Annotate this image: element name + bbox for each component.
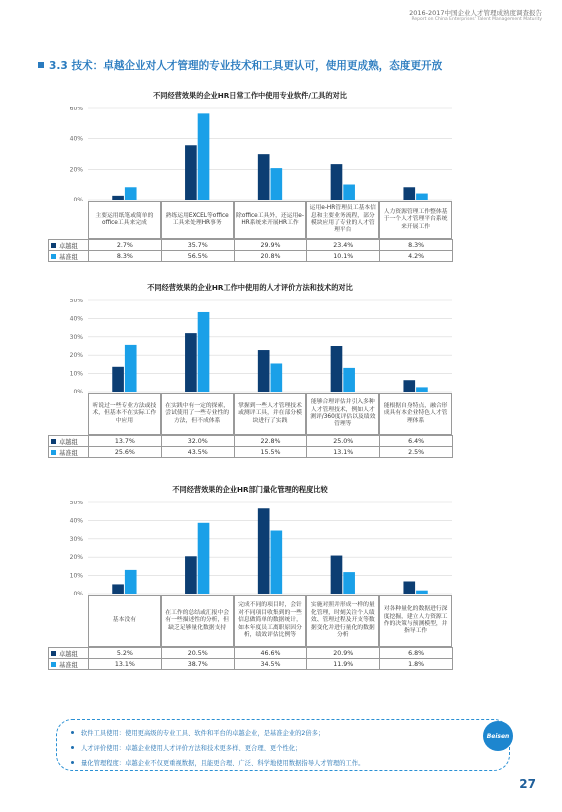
chart-title: 不同经营效果的企业HR日常工作中使用专业软件/工具的对比 [153, 91, 347, 100]
value-cell: 22.8% [234, 436, 307, 447]
chart-title: 不同经营效果的企业HR部门量化管理的程度比较 [172, 485, 328, 494]
bar-baseline [198, 312, 210, 392]
y-tick-label: 40% [69, 517, 83, 525]
legend-swatch [51, 243, 56, 248]
summary-item: 量化管理程度：卓越企业不仅更重视数据，且能更合理、广泛、科学地使用数据指导人才管理的工作。 [71, 756, 497, 771]
category-label: 熟练运用EXCEL等office工具来处理HR事务 [161, 201, 234, 239]
table-row [49, 648, 453, 659]
bar-excellent [185, 145, 197, 200]
legend-cell [49, 240, 89, 251]
legend-cell [49, 659, 89, 670]
value-cell: 4.2% [380, 251, 453, 262]
bar-excellent [258, 350, 270, 392]
table-row [49, 659, 453, 670]
y-tick-label: 20% [69, 166, 83, 174]
value-cell: 6.4% [380, 436, 453, 447]
bar-excellent [112, 367, 124, 392]
category-label: 主要运用纸笔或简单的office工具来完成 [88, 201, 161, 239]
bar-baseline [271, 531, 283, 594]
bar-excellent [403, 380, 415, 392]
bullet-icon [71, 746, 74, 749]
legend-swatch [51, 439, 56, 444]
legend-label: 卓越组 [59, 438, 78, 446]
value-cell: 1.8% [380, 659, 453, 670]
bar-excellent [258, 154, 270, 200]
value-cell: 13.1% [89, 659, 162, 670]
value-cell: 20.8% [234, 251, 307, 262]
bar-excellent [403, 581, 415, 594]
table-row [49, 436, 453, 447]
table-row [49, 447, 453, 458]
y-tick-label: 0% [73, 197, 83, 201]
legend-swatch [51, 651, 56, 656]
value-cell: 8.3% [380, 240, 453, 251]
y-tick-label: 40% [69, 135, 83, 143]
value-cell: 5.2% [89, 648, 162, 659]
page-number: 27 [519, 777, 536, 791]
bar-excellent [258, 508, 270, 594]
y-tick-label: 60% [69, 107, 83, 112]
value-cell: 20.9% [307, 648, 380, 659]
bar-excellent [112, 584, 124, 594]
legend-swatch [51, 662, 56, 667]
bar-excellent [331, 556, 343, 594]
legend-swatch [51, 254, 56, 259]
value-cell: 2.7% [89, 240, 162, 251]
y-tick-label: 0% [73, 591, 83, 595]
data-table [48, 647, 453, 670]
chart-plot [48, 299, 452, 393]
chart-software-tools [48, 91, 452, 262]
bar-baseline [125, 570, 137, 594]
y-tick-label: 30% [69, 535, 83, 543]
legend-label: 基准组 [59, 253, 78, 261]
report-header [409, 9, 542, 23]
bar-excellent [185, 556, 197, 594]
legend-cell [49, 447, 89, 458]
legend-label: 基准组 [59, 449, 78, 457]
value-cell: 34.5% [234, 659, 307, 670]
value-cell: 10.1% [307, 251, 380, 262]
chart-plot [48, 107, 452, 201]
value-cell: 35.7% [161, 240, 234, 251]
category-label: 在实践中有一定的探索，尝试使用了一些专业性的方法，但不成体系 [161, 393, 234, 435]
legend-label: 卓越组 [59, 242, 78, 250]
bar-baseline [125, 187, 137, 200]
category-label: 人力资源管理工作整体基于一个人才管理平台系统来开展工作 [379, 201, 452, 239]
bar-baseline [271, 363, 283, 392]
chart-plot [48, 501, 452, 595]
y-tick-label: 50% [69, 299, 83, 304]
summary-item: 软件工具使用：使用更高级的专业工具、软件和平台的卓越企业，是基准企业的2倍多； [71, 726, 497, 741]
value-cell: 8.3% [89, 251, 162, 262]
category-label: 运用e-HR管理员工基本信息和主要业务流程，部分模块应用了专业的人才管理平台 [306, 201, 379, 239]
legend-cell [49, 436, 89, 447]
summary-item: 人才评价使用：卓越企业使用人才评价方法和技术更多样、更合理、更个性化； [71, 741, 497, 756]
legend-label: 基准组 [59, 661, 78, 669]
value-cell: 20.5% [161, 648, 234, 659]
bar-baseline [271, 168, 283, 200]
y-tick-label: 20% [69, 554, 83, 562]
bar-excellent [331, 164, 343, 200]
value-cell: 13.7% [89, 436, 162, 447]
table-row [49, 251, 453, 262]
category-label: 在工作的总结或汇报中会有一些描述性的分析，但缺乏足够量化数据支持 [161, 595, 234, 647]
value-cell: 23.4% [307, 240, 380, 251]
beisen-logo: Beisen [483, 721, 513, 751]
bar-baseline [416, 591, 428, 594]
section-title-text: 3.3 技术：卓越企业对人才管理的专业技术和工具更认可，使用更成熟，态度更开放 [49, 60, 443, 72]
value-cell: 2.5% [380, 447, 453, 458]
bar-excellent [403, 187, 415, 200]
bar-baseline [125, 345, 137, 392]
bar-excellent [331, 346, 343, 392]
value-cell: 56.5% [161, 251, 234, 262]
y-tick-label: 50% [69, 501, 83, 506]
report-title: 2016-2017中国企业人才管理成熟度调查报告 [409, 9, 542, 17]
chart-quantitative-management [48, 485, 452, 670]
y-tick-label: 30% [69, 333, 83, 341]
value-cell: 38.7% [161, 659, 234, 670]
value-cell: 46.6% [234, 648, 307, 659]
y-tick-label: 10% [69, 572, 83, 580]
legend-cell [49, 648, 89, 659]
value-cell: 43.5% [161, 447, 234, 458]
category-label: 对各种量化的数据进行深度挖掘，建立人力资源工作的决策与预测模型，并指导工作 [379, 595, 452, 647]
chart-title: 不同经营效果的企业HR工作中使用的人才评价方法和技术的对比 [147, 283, 353, 292]
chart-talent-assessment [48, 283, 452, 458]
bullet-icon [71, 731, 74, 734]
legend-swatch [51, 450, 56, 455]
category-label: 掌握到一些人才管理技术或测评工具，并在部分模块进行了实践 [234, 393, 307, 435]
bar-excellent [185, 333, 197, 392]
category-label: 完成不同的项目时，会针对不同项目收集到的一些信息做简单的数据统计，如本年度员工离职原因分析，绩效评估比例等 [234, 595, 307, 647]
value-cell: 15.5% [234, 447, 307, 458]
value-cell: 11.9% [307, 659, 380, 670]
category-label: 能根据自身特点，融合形成具有本企业特色人才管理体系 [379, 393, 452, 435]
y-tick-label: 0% [73, 389, 83, 393]
category-label: 能够合理评估并引入多种人才管理技术，例如人才测评/360度评估以及绩效管理等 [306, 393, 379, 435]
legend-label: 卓越组 [59, 650, 78, 658]
report-subtitle: Report on China Enterprises' Talent Management Maturity [411, 17, 542, 23]
category-label: 听说过一些专业方法或技术，但基本不在实际工作中应用 [88, 393, 161, 435]
value-cell: 29.9% [234, 240, 307, 251]
data-table [48, 239, 453, 262]
y-tick-label: 40% [69, 315, 83, 323]
category-label: 实施对照并形成一样的量化管理，时刻关注个人绩效、管理过程及开支等数据变化并进行量化的数据分析 [306, 595, 379, 647]
category-label: 基本没有 [88, 595, 161, 647]
value-cell: 25.0% [307, 436, 380, 447]
bar-baseline [343, 572, 355, 594]
value-cell: 25.6% [89, 447, 162, 458]
category-label: 除office工具外，还运用e-HR系统来开展HR工作 [234, 201, 307, 239]
legend-cell [49, 251, 89, 262]
value-cell: 6.8% [380, 648, 453, 659]
data-table [48, 435, 453, 458]
bar-excellent [112, 196, 124, 200]
bar-baseline [343, 368, 355, 392]
y-tick-label: 20% [69, 352, 83, 360]
bar-baseline [343, 185, 355, 200]
bar-baseline [416, 194, 428, 200]
bar-baseline [198, 113, 210, 200]
bar-baseline [198, 523, 210, 594]
value-cell: 13.1% [307, 447, 380, 458]
y-tick-label: 10% [69, 370, 83, 378]
table-row [49, 240, 453, 251]
section-title [38, 58, 442, 73]
bar-baseline [416, 387, 428, 392]
bullet-icon [71, 761, 74, 764]
value-cell: 32.0% [161, 436, 234, 447]
summary-box [56, 719, 510, 771]
section-bullet-icon [38, 62, 44, 68]
